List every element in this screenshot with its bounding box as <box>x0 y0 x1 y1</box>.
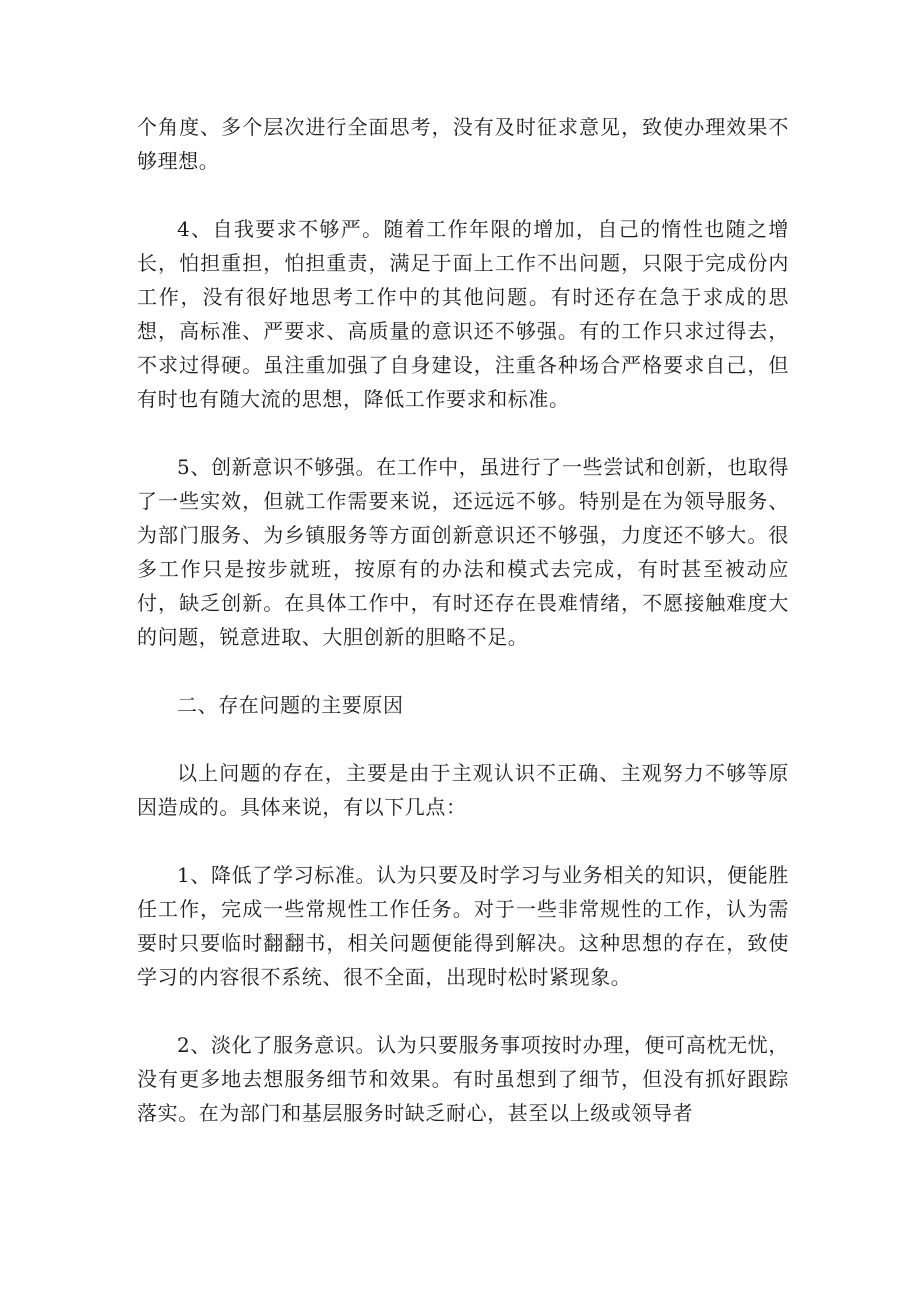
paragraph-learning-standard: 1、降低了学习标准。认为只要及时学习与业务相关的知识，便能胜任工作，完成一些常规性工作任务。对于一些非常规性的工作，认为需要时只要临时翻翻书，相关问题便能得到解决。这种思想的存在，致使学习的内容很不系统、很不全面，出现时松时紧现象。 <box>137 863 789 989</box>
paragraph-service-awareness: 2、淡化了服务意识。认为只要服务事项按时办理，便可高枕无忧，没有更多地去想服务细节和效果。有时虽想到了细节，但没有抓好跟踪落实。在为部门和基层服务时缺乏耐心，甚至以上级或领导者 <box>137 1033 789 1125</box>
paragraph-self-requirement: 4、自我要求不够严。随着工作年限的增加，自己的惰性也随之增长，怕担重担，怕担重责，满足于面上工作不出问题，只限于完成份内工作，没有很好地思考工作中的其他问题。有时还存在急于求成的思想，高标准、严要求、高质量的意识还不够强。有的工作只求过得去，不求过得硬。虽注重加强了自身建设，注重各种场合严格要求自己，但有时也有随大流的思想，降低工作要求和标准。 <box>137 217 789 411</box>
paragraph-causes-intro: 以上问题的存在，主要是由于主观认识不正确、主观努力不够等原因造成的。具体来说，有以下几点： <box>137 761 789 819</box>
paragraph-innovation-awareness: 5、创新意识不够强。在工作中，虽进行了一些尝试和创新，也取得了一些实效，但就工作需要来说，还远远不够。特别是在为领导服务、为部门服务、为乡镇服务等方面创新意识还不够强，力度还不够大。很多工作只是按步就班，按原有的办法和模式去完成，有时甚至被动应付，缺乏创新。在具体工作中，有时还存在畏难情绪，不愿接触难度大的问题，锐意进取、大胆创新的胆略不足。 <box>137 455 789 649</box>
paragraph-continuation: 个角度、多个层次进行全面思考，没有及时征求意见，致使办理效果不够理想。 <box>137 115 789 173</box>
section-heading-main-causes: 二、存在问题的主要原因 <box>177 693 404 717</box>
